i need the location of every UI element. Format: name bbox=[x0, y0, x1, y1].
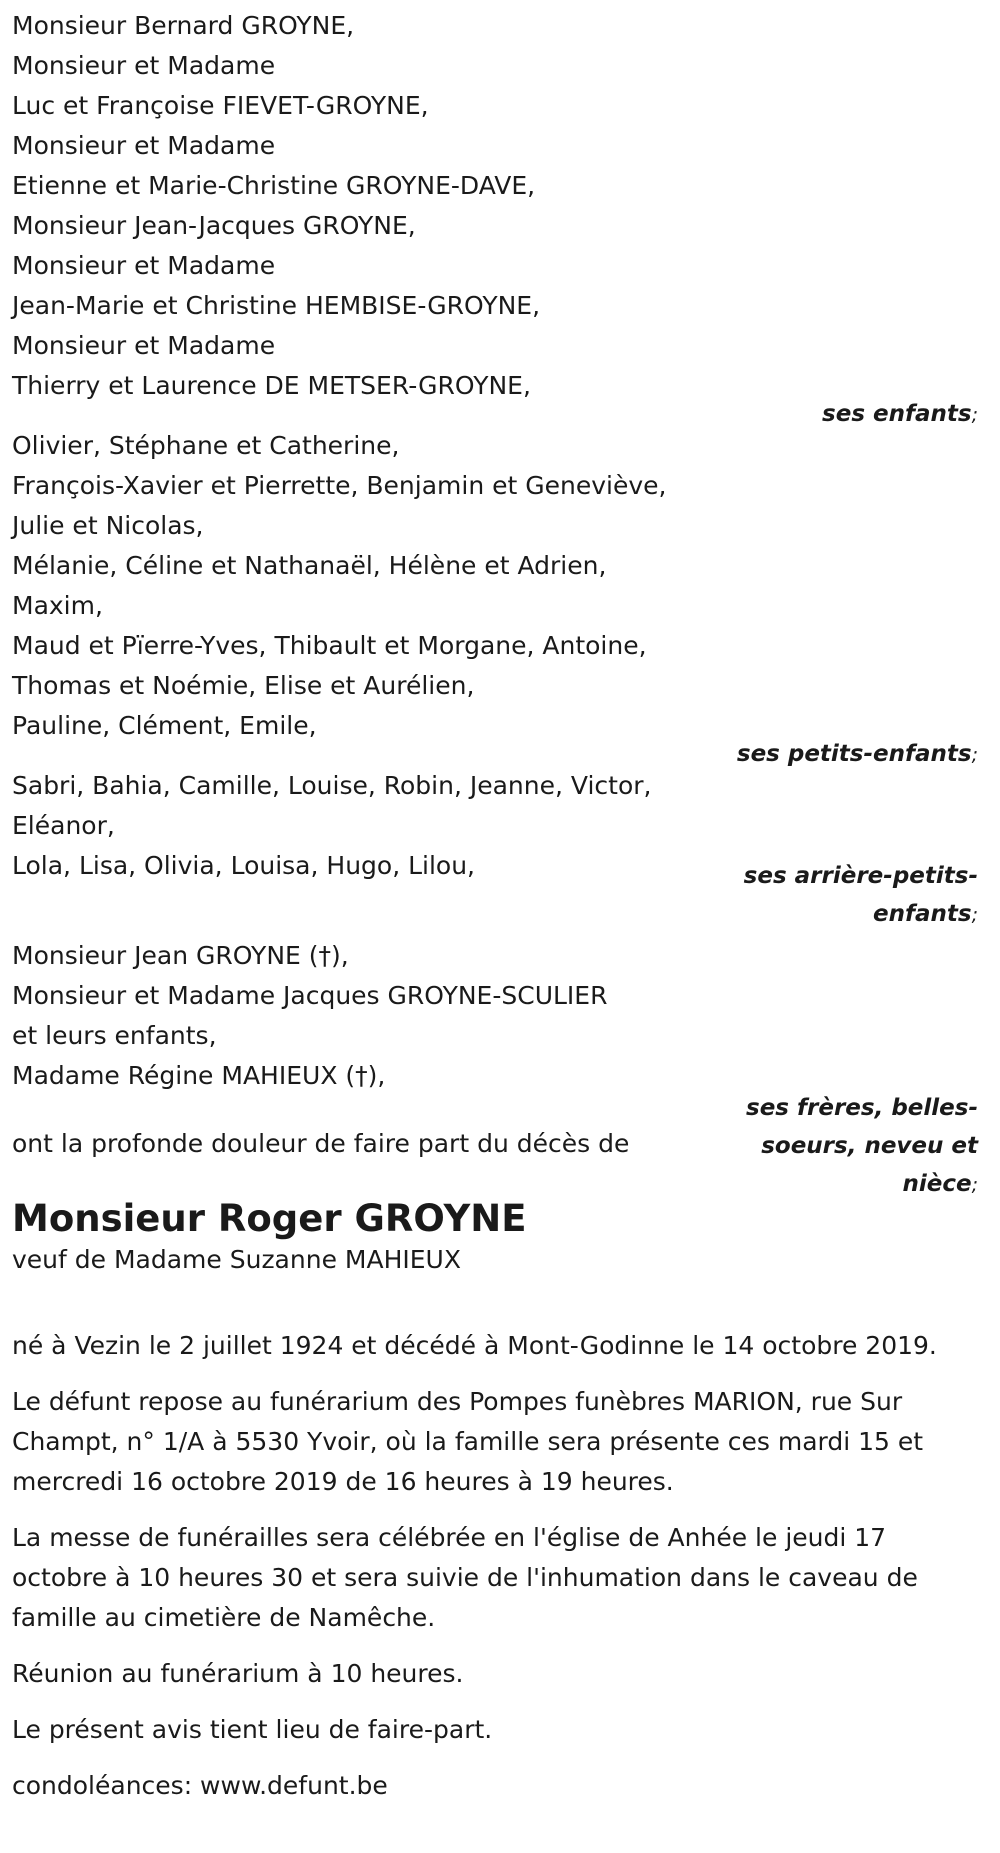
name-line: Monsieur et Madame bbox=[12, 331, 276, 360]
condolences-paragraph: condoléances: www.defunt.be bbox=[12, 1771, 388, 1800]
family-group-grandchildren bbox=[12, 420, 988, 767]
name-line: Monsieur et Madame bbox=[12, 51, 276, 80]
role-separator: ; bbox=[971, 744, 978, 766]
names-list bbox=[12, 420, 666, 746]
notice-paragraph: Le présent avis tient lieu de faire-part. bbox=[12, 1715, 493, 1744]
name-line: Monsieur Bernard GROYNE, bbox=[12, 11, 355, 40]
name-line: Maud et Pïerre-Yves, Thibault et Morgane, Antoine, bbox=[12, 631, 647, 660]
birth-death-paragraph: né à Vezin le 2 juillet 1924 et décédé à Mont-Godinne le 14 octobre 2019. bbox=[12, 1331, 937, 1360]
name-line: Monsieur Jean-Jacques GROYNE, bbox=[12, 211, 416, 240]
meeting-paragraph: Réunion au funérarium à 10 heures. bbox=[12, 1659, 464, 1688]
name-line: Eléanor, bbox=[12, 811, 115, 840]
relationship-label: ses frères, belles-soeurs, neveu et nièce; bbox=[746, 1095, 978, 1197]
obituary-notice bbox=[12, 0, 988, 1822]
name-line: Sabri, Bahia, Camille, Louise, Robin, Jeanne, Victor, bbox=[12, 771, 652, 800]
name-line: Lola, Lisa, Olivia, Louisa, Hugo, Lilou, bbox=[12, 851, 476, 880]
names-list bbox=[12, 0, 540, 406]
name-line: François-Xavier et Pierrette, Benjamin et Geneviève, bbox=[12, 471, 667, 500]
name-line: Monsieur et Madame bbox=[12, 131, 276, 160]
name-line: Julie et Nicolas, bbox=[12, 511, 204, 540]
role-separator: ; bbox=[971, 1174, 978, 1196]
family-group-siblings bbox=[12, 930, 988, 1197]
role-separator: ; bbox=[971, 904, 978, 926]
funeral-mass-paragraph: La messe de funérailles sera célébrée en l'église de Anhée le jeudi 17 octobre à 10 heures 30 et sera suivie de l'inhumation dans le caveau de famille au cimetière de Namêche. bbox=[12, 1523, 918, 1632]
name-line: Luc et Françoise FIEVET-GROYNE, bbox=[12, 91, 429, 120]
names-list bbox=[12, 760, 651, 886]
announcement: ont la profonde douleur de faire part du décès de bbox=[12, 1129, 630, 1158]
name-line: Monsieur et Madame Jacques GROYNE-SCULIER bbox=[12, 981, 608, 1010]
relationship-label: ses arrière-petits-enfants; bbox=[743, 863, 978, 927]
names-list bbox=[12, 930, 629, 1164]
relationship-label: ses enfants; bbox=[822, 401, 978, 427]
name-line: Maxim, bbox=[12, 591, 103, 620]
deceased-name: Monsieur Roger GROYNE bbox=[12, 1197, 527, 1240]
family-group-children bbox=[12, 0, 988, 427]
name-line: Thomas et Noémie, Elise et Aurélien, bbox=[12, 671, 475, 700]
name-line: Thierry et Laurence DE METSER-GROYNE, bbox=[12, 371, 531, 400]
name-line: Monsieur Jean GROYNE (†), bbox=[12, 941, 349, 970]
role-separator: ; bbox=[971, 404, 978, 426]
name-line: Mélanie, Céline et Nathanaël, Hélène et Adrien, bbox=[12, 551, 607, 580]
name-line: et leurs enfants, bbox=[12, 1021, 217, 1050]
name-line: Olivier, Stéphane et Catherine, bbox=[12, 431, 400, 460]
relationship-label: ses petits-enfants; bbox=[736, 741, 978, 767]
name-line: Etienne et Marie-Christine GROYNE-DAVE, bbox=[12, 171, 536, 200]
name-line: Monsieur et Madame bbox=[12, 251, 276, 280]
funerarium-paragraph: Le défunt repose au funérarium des Pompes funèbres MARION, rue Sur Champt, n° 1/A à 5530 Yvoir, où la famille sera présente ces mardi 15 et mercredi 16 octobre 2019 de 16 heures à 19 heures. bbox=[12, 1387, 924, 1496]
name-line: Madame Régine MAHIEUX (†), bbox=[12, 1061, 386, 1090]
family-group-great-grandchildren bbox=[12, 760, 988, 927]
widow-of: veuf de Madame Suzanne MAHIEUX bbox=[12, 1245, 461, 1274]
name-line: Pauline, Clément, Emile, bbox=[12, 711, 317, 740]
name-line: Jean-Marie et Christine HEMBISE-GROYNE, bbox=[12, 291, 541, 320]
